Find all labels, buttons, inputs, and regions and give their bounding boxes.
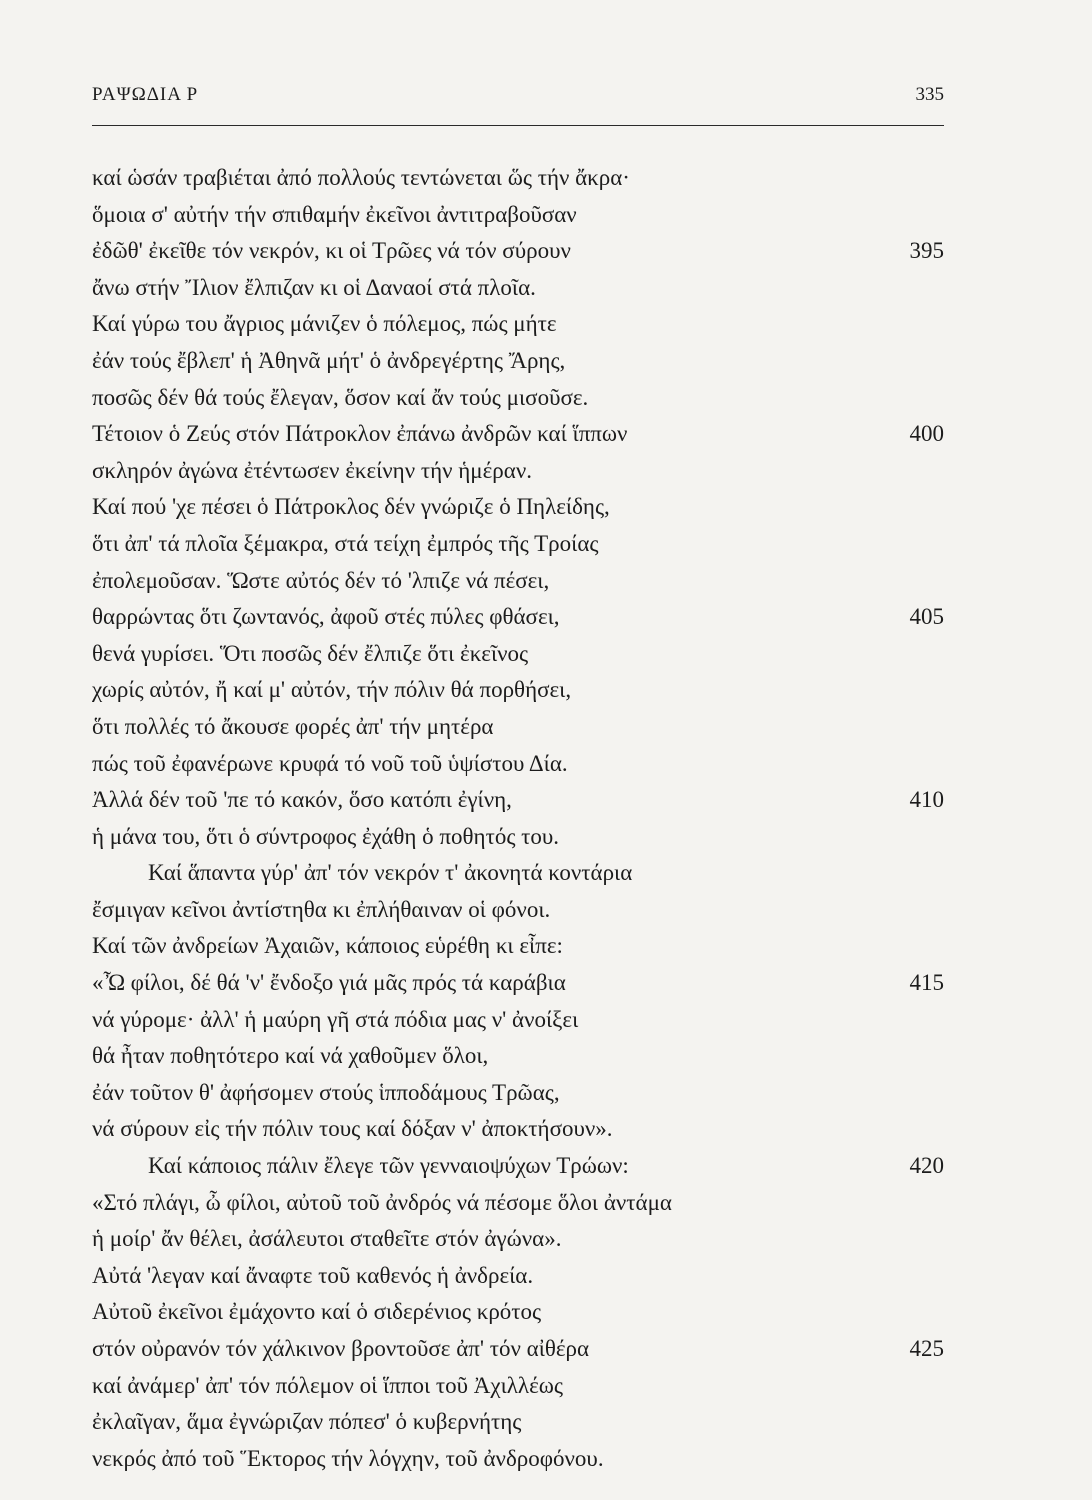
verse-line [92,709,944,746]
verse-text: «Ὦ φίλοι, δέ θά 'ν' ἔνδοξο γιά μᾶς πρός τά καράβια [92,970,566,996]
verse-line [92,416,944,453]
verse-text: ἔσμιγαν κεῖνοι ἀντίστηθα κι ἐπλήθαιναν οἱ φόνοι. [92,896,551,922]
verse-line [92,782,944,819]
verse-text: ἄνω στήν Ἴλιον ἔλπιζαν κι οἱ Δαναοί στά πλοῖα. [92,274,536,300]
verse-line [92,1185,944,1222]
verse-line [92,233,944,270]
verse-line [92,1148,944,1185]
verse-line [92,563,944,600]
verse-block [92,160,944,1477]
verse-text: καί ἀνάμερ' ἀπ' τόν πόλεμον οἱ ἵπποι τοῦ Ἀχιλλέως [92,1372,563,1398]
verse-text: Τέτοιον ὁ Ζεύς στόν Πάτροκλον ἐπάνω ἀνδρῶν καί ἵππων [92,421,628,447]
verse-line [92,672,944,709]
verse-text: καί ὡσάν τραβιέται ἀπό πολλούς τεντώνεται ὥς τήν ἄκρα· [92,165,630,190]
verse-line [92,1331,944,1368]
line-number: 420 [909,1153,944,1179]
verse-text: ὅτι ἀπ' τά πλοῖα ξέμακρα, στά τείχη ἐμπρός τῆς Τροίας [92,530,599,556]
verse-text: νεκρός ἀπό τοῦ Ἕκτορος τήν λόγχην, τοῦ ἀνδροφόνου. [92,1445,604,1471]
verse-line [92,380,944,417]
verse-line [92,965,944,1002]
verse-line [92,855,944,892]
verse-text: ὅμοια σ' αὐτήν τήν σπιθαμήν ἐκεῖνοι ἀντιτραβοῦσαν [92,201,577,227]
line-number: 395 [909,238,944,264]
running-title: ΡΑΨΩΔΙΑ Ρ [92,84,199,105]
verse-text: ἐδῶθ' ἐκεῖθε τόν νεκρόν, κι οἱ Τρῶες νά τόν σύρουν [92,238,571,264]
verse-line [92,1038,944,1075]
verse-line [92,819,944,856]
verse-line [92,636,944,673]
verse-text: ἐάν τοῦτον θ' ἀφήσομεν στούς ἱπποδάμους Τρῶας, [92,1079,560,1105]
verse-text: χωρίς αὐτόν, ἤ καί μ' αὐτόν, τήν πόλιν θά πορθήσει, [92,677,572,703]
verse-text: Αὐτά 'λεγαν καί ἄναφτε τοῦ καθενός ἡ ἀνδρεία. [92,1262,534,1288]
verse-text: ὅτι πολλές τό ἄκουσε φορές ἀπ' τήν μητέρα [92,713,494,739]
page-number: 335 [915,84,944,105]
verse-line [92,526,944,563]
line-number: 400 [909,421,944,447]
verse-text: Αὐτοῦ ἐκεῖνοι ἐμάχοντο καί ὁ σιδερένιος κρότος [92,1299,542,1325]
line-number: 405 [909,604,944,630]
line-number: 425 [909,1336,944,1361]
line-number: 410 [909,787,944,813]
verse-text: «Στό πλάγι, ὦ φίλοι, αὐτοῦ τοῦ ἀνδρός νά πέσομε ὅλοι ἀντάμα [92,1189,672,1215]
verse-line [92,1002,944,1039]
verse-line [92,1368,944,1405]
verse-text: στόν οὐρανόν τόν χάλκινον βροντοῦσε ἀπ' τόν αἰθέρα [92,1336,590,1361]
verse-text: θά ἦταν ποθητότερο καί νά χαθοῦμεν ὅλοι, [92,1043,489,1069]
verse-line [92,1111,944,1148]
verse-line [92,270,944,307]
verse-text: ἐπολεμοῦσαν. Ὥστε αὐτός δέν τό 'λπιζε νά πέσει, [92,567,550,593]
verse-text: ἡ μάνα του, ὅτι ὁ σύντροφος ἐχάθη ὁ ποθητός του. [92,823,560,849]
verse-line [92,1221,944,1258]
verse-line [92,343,944,380]
verse-text: Καί τῶν ἀνδρείων Ἀχαιῶν, κάποιος εὑρέθη κι εἶπε: [92,933,563,959]
verse-line [92,892,944,929]
verse-text: ποσῶς δέν θά τούς ἔλεγαν, ὅσον καί ἄν τούς μισοῦσε. [92,384,589,410]
verse-line [92,197,944,234]
verse-line [92,599,944,636]
verse-line [92,1404,944,1441]
verse-line [92,1294,944,1331]
verse-line [92,1075,944,1112]
verse-text: Καί κάποιος πάλιν ἔλεγε τῶν γενναιοψύχων Τρώων: [148,1153,629,1179]
verse-text: θαρρώντας ὅτι ζωντανός, ἀφοῦ στές πύλες φθάσει, [92,604,560,630]
verse-text: πώς τοῦ ἐφανέρωνε κρυφά τό νοῦ τοῦ ὑψίστου Δία. [92,750,568,776]
verse-text: νά γύρομε· ἀλλ' ἡ μαύρη γῆ στά πόδια μας ν' ἀνοίξει [92,1006,579,1032]
verse-text: Ἀλλά δέν τοῦ 'πε τό κακόν, ὅσο κατόπι ἐγίνη, [92,787,512,813]
verse-text: ἐάν τούς ἔβλεπ' ἡ Ἀθηνᾶ μήτ' ὁ ἀνδρεγέρτης Ἄρης, [92,347,566,373]
verse-line [92,306,944,343]
verse-text: Καί γύρω του ἄγριος μάνιζεν ὁ πόλεμος, πώς μήτε [92,311,557,337]
verse-text: σκληρόν ἀγώνα ἐτέντωσεν ἐκείνην τήν ἡμέραν. [92,457,532,483]
verse-line [92,746,944,783]
verse-text: Καί πού 'χε πέσει ὁ Πάτροκλος δέν γνώριζε ὁ Πηλείδης, [92,494,610,520]
verse-line [92,928,944,965]
verse-text: Καί ἅπαντα γύρ' ἀπ' τόν νεκρόν τ' ἀκονητά κοντάρια [148,860,633,886]
verse-line [92,160,944,197]
verse-text: θενά γυρίσει. Ὅτι ποσῶς δέν ἔλπιζε ὅτι ἐκεῖνος [92,640,529,666]
running-head [92,84,944,114]
verse-text: ἐκλαῖγαν, ἅμα ἐγνώριζαν πόπεσ' ὁ κυβερνήτης [92,1409,522,1435]
verse-line [92,453,944,490]
verse-text: ἡ μοίρ' ἄν θέλει, ἀσάλευτοι σταθεῖτε στόν ἀγώνα». [92,1226,562,1252]
header-rule [92,125,944,126]
verse-line [92,1441,944,1478]
verse-text: νά σύρουν εἰς τήν πόλιν τους καί δόξαν ν' ἀποκτήσουν». [92,1116,613,1142]
line-number: 415 [909,970,944,996]
verse-line [92,489,944,526]
verse-line [92,1258,944,1295]
